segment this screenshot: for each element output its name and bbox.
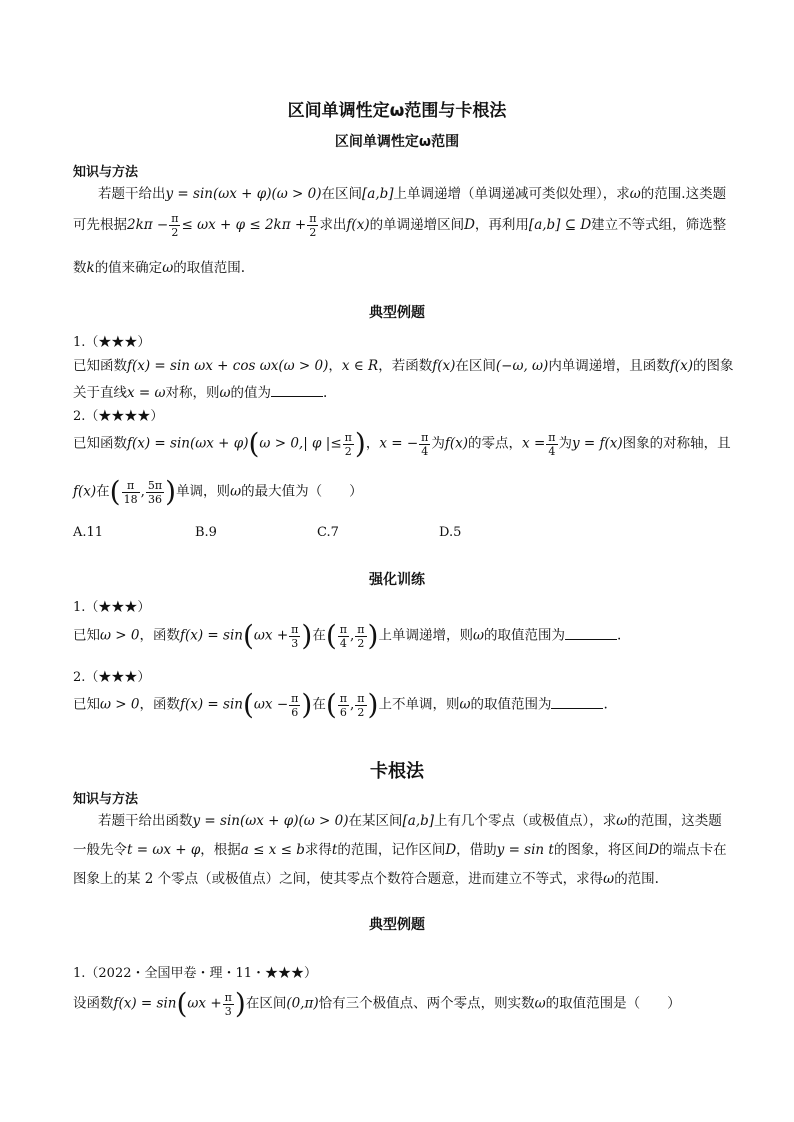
fraction: $\frac{\pi}{3}$ <box>224 990 232 1018</box>
kp1-line-1: 若题干给出y = sin(ωx + φ)(ω > 0)在区间[a,b]上单调递增（单调递减可类似处理），求ω的范围.这类题 <box>98 186 727 202</box>
ex1-q1-line-1: 已知函数f(x) = sin ωx + cos ωx(ω > 0)，x ∈ R，若函数f(x)在区间(−ω, ω)内单调递增，且函数f(x)的图象 <box>73 358 734 374</box>
examples-title-2: 典型例题 <box>369 917 425 933</box>
fraction: $\frac{\pi}{6}$ <box>339 691 347 719</box>
kp2-line-1: 若题干给出函数y = sin(ωx + φ)(ω > 0)在某区间[a,b]上有几个零点（或极值点），求ω的范围，这类题 <box>98 813 722 829</box>
section-title-2: 卡根法 <box>370 761 424 782</box>
section-title-1: 区间单调性定ω范围 <box>334 134 460 150</box>
option-c: C.7 <box>317 525 339 540</box>
fraction: $\frac{\pi}{4}$ <box>548 430 556 458</box>
knowledge-label-1: 知识与方法 <box>73 165 139 180</box>
ex1-q2-line-1: 已知函数f(x) = sin(ωx + φ)(ω > 0,| φ |≤ $\frac{\pi}{2}$ )，x = − $\frac{\pi}{4}$ 为f(x)的零点，x = $\frac{\pi}{4}$ 为y = f(x)图象的对称轴，且 <box>73 427 731 460</box>
answer-blank <box>551 697 603 709</box>
training-title: 强化训练 <box>369 572 425 588</box>
knowledge-label-2: 知识与方法 <box>73 792 139 807</box>
fraction: $\frac{\pi}{3}$ <box>291 622 299 650</box>
kp1-line-3: 数k的值来确定ω的取值范围. <box>73 260 245 276</box>
fraction: $\frac{\pi}{2}$ <box>309 212 317 239</box>
ex1-q1-line-2: 关于直线x = ω对称，则ω的值为 . <box>73 385 328 401</box>
tr-q1-line: 已知ω > 0，函数f(x) = sin(ωx + $\frac{\pi}{3}$ )在( $\frac{\pi}{4}$ , $\frac{\pi}{2}$ )上单调递增，则ω的取值范围为 . <box>73 619 622 652</box>
option-d: D.5 <box>439 525 462 540</box>
fraction: $\frac{\pi}{2}$ <box>357 622 365 650</box>
page-title: 区间单调性定ω范围与卡根法 <box>287 101 507 121</box>
question-number: 2.（★★★★） <box>73 409 164 424</box>
fraction: $\frac{\pi}{2}$ <box>357 691 365 719</box>
kp1-line-2: 可先根据2kπ − $\frac{\pi}{2}$ ≤ ωx + φ ≤ 2kπ + $\frac{\pi}{2}$ 求出f(x)的单调递增区间D，再利用[a,b] ⊆ D建立不等式组，筛选整 <box>73 212 727 239</box>
fraction: $\frac{\pi}{4}$ <box>339 622 347 650</box>
tr-q2-line: 已知ω > 0，函数f(x) = sin(ωx − $\frac{\pi}{6}$ )在( $\frac{\pi}{6}$ , $\frac{\pi}{2}$ )上不单调，则ω的取值范围为 . <box>73 688 608 721</box>
question-number: 1.（★★★） <box>73 600 151 615</box>
fraction: $\frac{\pi}{6}$ <box>291 691 299 719</box>
ex2-q1-line: 设函数f(x) = sin(ωx + $\frac{\pi}{3}$ )在区间(0,π)恰有三个极值点、两个零点，则实数ω的取值范围是（ ） <box>73 987 681 1020</box>
question-number: 2.（★★★） <box>73 670 151 685</box>
examples-title-1: 典型例题 <box>369 305 425 321</box>
fraction: $\frac{\pi}{2}$ <box>344 430 352 458</box>
ex1-q2-line-2: f(x)在( $\frac{\pi}{18}$ , $\frac{5\pi}{36}$ )单调，则ω的最大值为（ ） <box>73 475 363 508</box>
question-number: 1.（2022・全国甲卷・理・11・★★★） <box>73 966 318 981</box>
option-b: B.9 <box>195 525 217 540</box>
question-number: 1.（★★★） <box>73 335 151 350</box>
fraction: $\frac{\pi}{4}$ <box>421 430 429 458</box>
fraction: $\frac{\pi}{2}$ <box>171 212 179 239</box>
fraction: $\frac{\pi}{18}$ <box>123 478 138 506</box>
fraction: $\frac{5\pi}{36}$ <box>147 478 163 506</box>
kp2-line-3: 图象上的某 2 个零点（或极值点）之间，使其零点个数符合题意，进而建立不等式，求得ω的范围. <box>73 871 659 887</box>
answer-blank <box>271 385 323 397</box>
kp2-line-2: 一般先令t = ωx + φ，根据a ≤ x ≤ b求得t的范围，记作区间D，借助y = sin t的图象，将区间D的端点卡在 <box>73 842 727 858</box>
option-a: A.11 <box>73 525 104 540</box>
answer-blank <box>565 628 617 640</box>
